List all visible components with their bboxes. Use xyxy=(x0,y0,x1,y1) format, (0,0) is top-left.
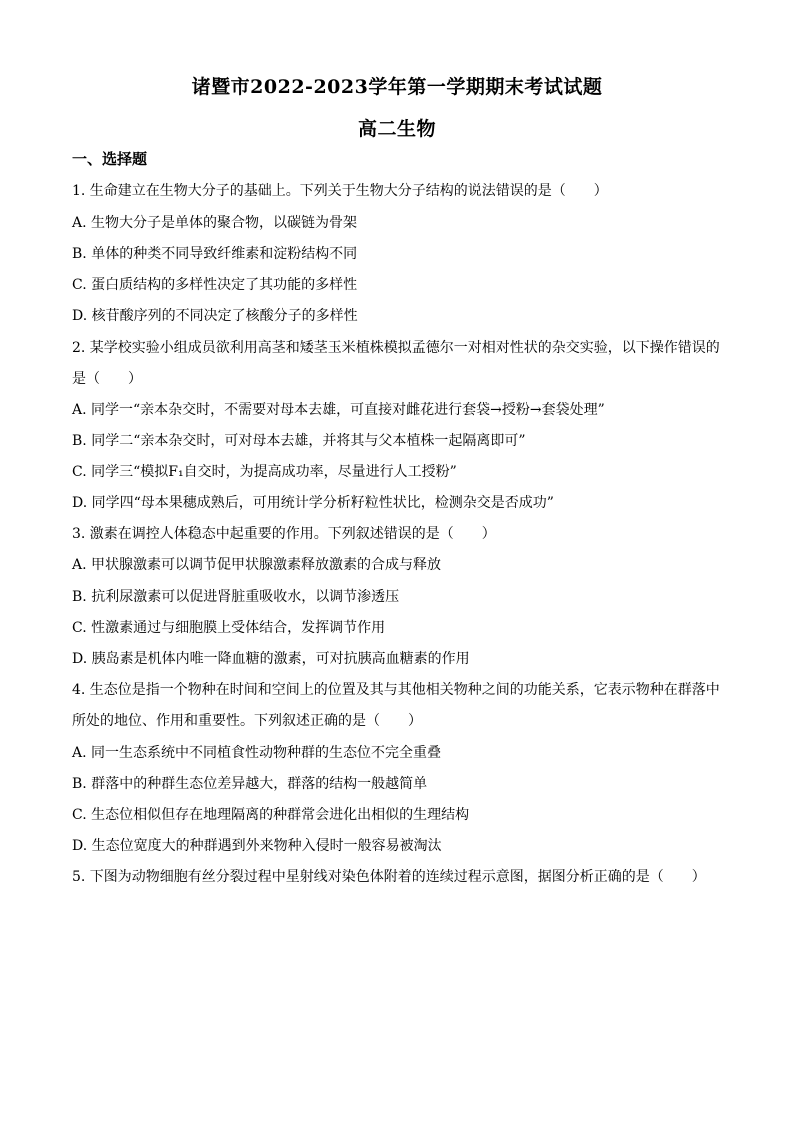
question-4-option-b: B. 群落中的种群生态位差异越大，群落的结构一般越简单 xyxy=(72,776,428,792)
question-1-option-b: B. 单体的种类不同导致纤维素和淀粉结构不同 xyxy=(72,246,358,262)
question-4-option-d: D. 生态位宽度大的种群遇到外来物种入侵时一般容易被淘汰 xyxy=(72,838,442,854)
question-1-option-c: C. 蛋白质结构的多样性决定了其功能的多样性 xyxy=(72,277,358,293)
question-2-option-d: D. 同学四“母本果穗成熟后，可用统计学分析籽粒性状比，检测杂交是否成功” xyxy=(72,495,554,511)
question-1-option-a: A. 生物大分子是单体的聚合物，以碳链为骨架 xyxy=(72,215,358,231)
question-2-option-b: B. 同学二“亲本杂交时，可对母本去雄，并将其与父本植株一起隔离即可” xyxy=(72,433,526,449)
question-2-stem-line-2: 是（ ） xyxy=(72,371,142,387)
question-2-stem-line-1: 2. 某学校实验小组成员欲利用高茎和矮茎玉米植株模拟孟德尔一对相对性状的杂交实验，以下操作错误的 xyxy=(72,340,720,356)
question-4-option-c: C. 生态位相似但存在地理隔离的种群常会进化出相似的生理结构 xyxy=(72,807,470,823)
exam-subtitle: 高二生物 xyxy=(357,118,436,140)
question-4-stem-line-2: 所处的地位、作用和重要性。下列叙述正确的是（ ） xyxy=(72,713,422,729)
question-2-option-a: A. 同学一“亲本杂交时，不需要对母本去雄，可直接对雌花进行套袋→授粉→套袋处理” xyxy=(72,402,605,418)
question-4-stem-line-1: 4. 生态位是指一个物种在时间和空间上的位置及其与其他相关物种之间的功能关系，它表示物种在群落中 xyxy=(72,682,720,698)
question-3-stem: 3. 激素在调控人体稳态中起重要的作用。下列叙述错误的是（ ） xyxy=(72,526,496,542)
section-heading: 一、选择题 xyxy=(72,150,148,168)
exam-title: 诸暨市2022-2023学年第一学期期末考试试题 xyxy=(191,76,603,98)
question-5-stem: 5. 下图为动物细胞有丝分裂过程中星射线对染色体附着的连续过程示意图，据图分析正确的是（ ） xyxy=(72,869,706,885)
question-4-option-a: A. 同一生态系统中不同植食性动物种群的生态位不完全重叠 xyxy=(72,745,442,761)
question-1-stem: 1. 生命建立在生物大分子的基础上。下列关于生物大分子结构的说法错误的是（ ） xyxy=(72,183,608,199)
question-1-option-d: D. 核苷酸序列的不同决定了核酸分子的多样性 xyxy=(72,308,358,324)
question-2-option-c: C. 同学三“模拟F₁自交时，为提高成功率，尽量进行人工授粉” xyxy=(72,464,457,480)
question-3-option-a: A. 甲状腺激素可以调节促甲状腺激素释放激素的合成与释放 xyxy=(72,557,442,573)
question-3-option-c: C. 性激素通过与细胞膜上受体结合，发挥调节作用 xyxy=(72,620,386,636)
question-3-option-b: B. 抗利尿激素可以促进肾脏重吸收水，以调节渗透压 xyxy=(72,589,400,605)
question-3-option-d: D. 胰岛素是机体内唯一降血糖的激素，可对抗胰高血糖素的作用 xyxy=(72,651,470,667)
